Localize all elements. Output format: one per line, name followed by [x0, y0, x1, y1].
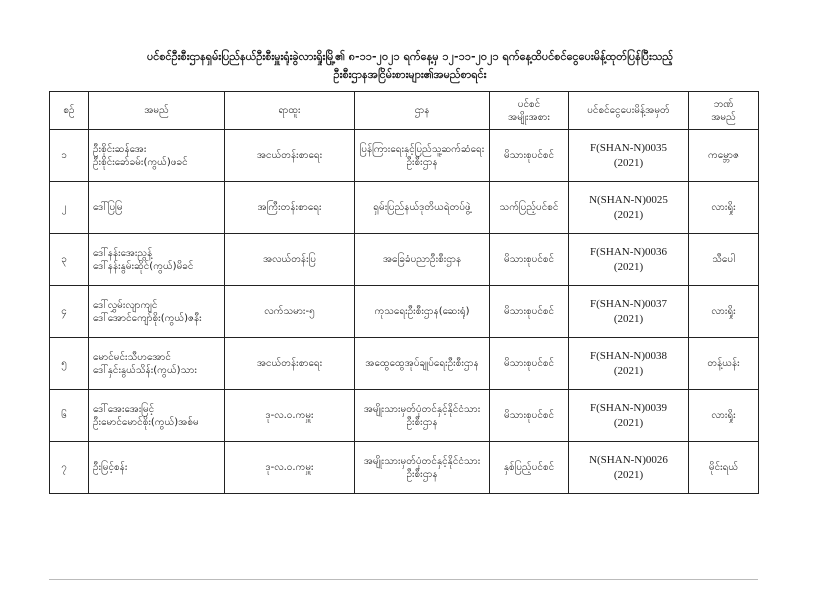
cell-name [89, 286, 225, 338]
cell-department-line: ဦးစီးဌာန [406, 416, 438, 428]
cell-bank: လားရှိုး [689, 390, 759, 442]
cell-order-number [569, 390, 689, 442]
cell-department [355, 234, 490, 286]
cell-order-number-line: F(SHAN-N)0036 [590, 245, 667, 258]
cell-no: ၆ [50, 390, 89, 442]
cell-department-line: ဦးစီးဌာန [406, 156, 438, 168]
cell-order-number-line: F(SHAN-N)0037 [590, 297, 667, 310]
header-name: အမည် [89, 92, 225, 130]
cell-name-line: မောင်မင်းသီဟအောင် [93, 351, 171, 363]
cell-order-number-line: F(SHAN-N)0038 [590, 349, 667, 362]
cell-name [89, 234, 225, 286]
cell-department [355, 286, 490, 338]
cell-name-line: ဦးစိုင်းခော်ခမ်း(ကွယ်)ဖခင် [93, 156, 188, 168]
cell-no: ၅ [50, 338, 89, 390]
cell-order-number [569, 130, 689, 182]
page-bottom-rule [49, 579, 758, 580]
cell-name [89, 442, 225, 494]
cell-name-line: ဦးမြင့်စန်း [93, 462, 128, 473]
header-order-number: ပင်စင်ငွေပေးမိန့်အမှတ် [569, 92, 689, 130]
cell-rank: အလယ်တန်းပြ [225, 234, 355, 286]
cell-no: ၁ [50, 130, 89, 182]
cell-pension-type: နှစ်ပြည့်ပင်စင် [490, 442, 569, 494]
cell-name-line: ဦးမောင်မောင်စိုး(ကွယ်)အစ်မ [93, 416, 199, 428]
table-row [50, 442, 759, 494]
cell-order-number-line: F(SHAN-N)0035 [590, 141, 667, 154]
document-title-line-1: ပင်စင်ဦးစီးဌာနရှမ်းပြည်နယ်ဦးစီးမှူးရုံးခွဲလားရှိုးမြို့၏ ၈-၁၁-၂၀၂၁ ရက်နေ့မှ ၁၂-၁၁-၂၀၂၁ ရက်နေ့ထိပင်စင်ငွေပေးမိန့်ထုတ်ပြန်ပြီးသည့် [146, 50, 674, 63]
cell-order-number [569, 286, 689, 338]
cell-rank: ဒု-လ.ဝ.ကမှူး [225, 442, 355, 494]
cell-order-number-line: (2021) [613, 416, 644, 429]
cell-department-line: ကုသရေးဦးစီးဌာန(ဆေးရုံ) [374, 306, 470, 317]
cell-bank: တန့်ယန်း [689, 338, 759, 390]
cell-order-number [569, 234, 689, 286]
cell-name-line: ဒေါ်ပြမြ [93, 202, 123, 213]
cell-pension-type: မိသားစုပင်စင် [490, 286, 569, 338]
cell-department [355, 130, 490, 182]
cell-order-number-line: (2021) [613, 260, 644, 273]
cell-name-line: ဦးစိုင်းဆန်အေး [93, 143, 147, 155]
table-row [50, 338, 759, 390]
header-pension-type-line: ပင်စင် [517, 98, 541, 110]
cell-bank: သီပေါ [689, 234, 759, 286]
cell-name-line: ဒေါ်အေးအေးမြင့် [93, 403, 155, 415]
cell-pension-type: မိသားစုပင်စင် [490, 130, 569, 182]
cell-bank: လားရှိုး [689, 182, 759, 234]
table-row [50, 234, 759, 286]
cell-name-line: ဒေါ်နန်းနွမ်းဆိုင်(ကွယ်)မိခင် [93, 260, 194, 272]
cell-rank: အကြီးတန်းစာရေး [225, 182, 355, 234]
cell-name [89, 338, 225, 390]
cell-order-number [569, 338, 689, 390]
cell-name-line: ဒေါ်အောင်ကျော်စိုး(ကွယ်)ဇနီး [93, 312, 202, 324]
cell-order-number-line: N(SHAN-N)0026 [589, 453, 668, 466]
header-pension-type [490, 92, 569, 130]
table-row [50, 390, 759, 442]
cell-order-number [569, 442, 689, 494]
cell-bank: လားရှိုး [689, 286, 759, 338]
cell-order-number-line: N(SHAN-N)0025 [589, 193, 668, 206]
table-header-row [50, 92, 759, 130]
cell-name [89, 130, 225, 182]
cell-department-line: ဦးစီးဌာန [406, 468, 438, 480]
cell-order-number-line: F(SHAN-N)0039 [590, 401, 667, 414]
cell-rank: အငယ်တန်းစာရေး [225, 130, 355, 182]
cell-department [355, 442, 490, 494]
cell-department-line: အခြေခံပညာဦးစီးဌာန [382, 254, 462, 265]
pension-table [49, 91, 759, 494]
cell-department [355, 182, 490, 234]
cell-no: ၃ [50, 234, 89, 286]
cell-department-line: ရှမ်းပြည်နယ်ဒုတိယရဲတပ်ဖွဲ့ [373, 202, 471, 213]
cell-pension-type: မိသားစုပင်စင် [490, 338, 569, 390]
cell-bank: မိုင်းရယ် [689, 442, 759, 494]
header-bank-line: ဘဏ် [713, 98, 734, 110]
header-rank: ရာထူး [225, 92, 355, 130]
cell-pension-type: မိသားစုပင်စင် [490, 234, 569, 286]
cell-rank: အငယ်တန်းစာရေး [225, 338, 355, 390]
header-pension-type-line: အမျိုးအစား [508, 111, 550, 123]
cell-name [89, 390, 225, 442]
cell-department-line: အထွေထွေအုပ်ချုပ်ရေးဦးစီးဌာန [365, 358, 479, 369]
cell-pension-type: မိသားစုပင်စင် [490, 390, 569, 442]
cell-order-number [569, 182, 689, 234]
table-row [50, 182, 759, 234]
table-row [50, 286, 759, 338]
header-department: ဌာန [355, 92, 490, 130]
cell-no: ၂ [50, 182, 89, 234]
cell-name-line: ဒေါ်နန်းအေးညွန့် [93, 247, 153, 259]
cell-order-number-line: (2021) [613, 312, 644, 325]
cell-order-number-line: (2021) [613, 156, 644, 169]
cell-department-line: ပြန်ကြားရေးနှင့်ပြည်သူ့ဆက်ဆံရေး [359, 143, 485, 155]
cell-pension-type: သက်ပြည့်ပင်စင် [490, 182, 569, 234]
cell-bank: ကမ္ဘောဇ [689, 130, 759, 182]
cell-order-number-line: (2021) [613, 364, 644, 377]
header-bank [689, 92, 759, 130]
cell-department-line: အမျိုးသားမှတ်ပုံတင်နှင့်နိုင်ငံသား [363, 455, 481, 467]
cell-department-line: အမျိုးသားမှတ်ပုံတင်နှင့်နိုင်ငံသား [363, 403, 481, 415]
cell-department [355, 338, 490, 390]
cell-name-line: ဒေါ်လွှမ်းလျာကျင် [93, 299, 158, 311]
cell-department [355, 390, 490, 442]
cell-order-number-line: (2021) [613, 208, 644, 221]
header-bank-line: အမည် [711, 111, 736, 123]
cell-order-number-line: (2021) [613, 468, 644, 481]
cell-rank: ဒု-လ.ဝ.ကမှူး [225, 390, 355, 442]
cell-no: ၇ [50, 442, 89, 494]
cell-name-line: ဒေါ်နှင်းနွယ်သိန်း(ကွယ်)သား [93, 364, 197, 376]
cell-name [89, 182, 225, 234]
cell-rank: လက်သမား-၅ [225, 286, 355, 338]
document-title-line-2: ဦးစီးဌာနအငြိမ်းစားများ၏အမည်စာရင်း [333, 68, 487, 81]
cell-no: ၄ [50, 286, 89, 338]
table-row [50, 130, 759, 182]
header-no: စဉ် [50, 92, 89, 130]
